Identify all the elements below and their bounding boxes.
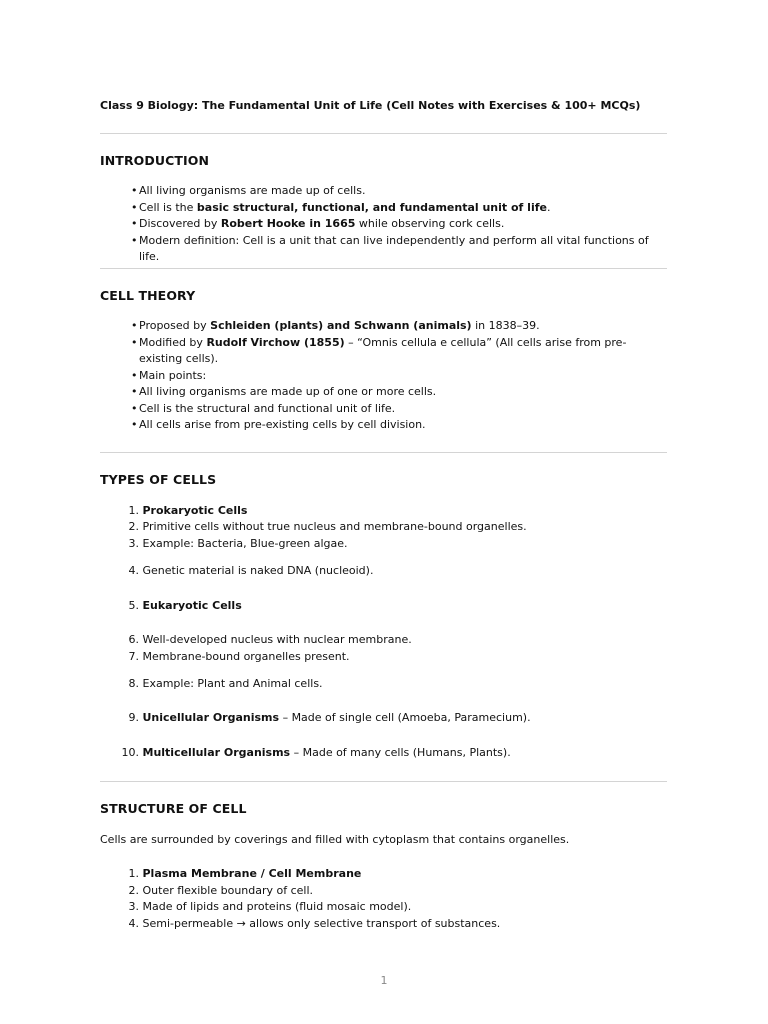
divider xyxy=(100,781,667,782)
list-item: • Discovered by Robert Hooke in 1665 while observing cork cells. xyxy=(131,216,671,233)
section-intro-paragraph: Cells are surrounded by coverings and filled with cytoplasm that contains organelles. xyxy=(100,833,570,846)
list-item: • Main points: xyxy=(131,368,651,385)
list-item: 1. Plasma Membrane / Cell Membrane xyxy=(128,867,362,880)
list-item: 3. Made of lipids and proteins (fluid mosaic model). xyxy=(128,900,412,913)
introduction-list xyxy=(131,183,671,266)
list-item: 1. Prokaryotic Cells xyxy=(128,504,248,517)
list-item: • Cell is the basic structural, functional, and fundamental unit of life. xyxy=(131,200,671,217)
list-item: • All living organisms are made up of cells. xyxy=(131,183,671,200)
list-item: 6. Well-developed nucleus with nuclear membrane. xyxy=(128,633,412,646)
list-item: 9. Unicellular Organisms – Made of single cell (Amoeba, Paramecium). xyxy=(128,711,531,724)
list-item: 5. Eukaryotic Cells xyxy=(128,599,242,612)
list-item: 7. Membrane-bound organelles present. xyxy=(128,650,350,663)
list-item: 3. Example: Bacteria, Blue-green algae. xyxy=(128,537,348,550)
list-item: 2. Primitive cells without true nucleus and membrane-bound organelles. xyxy=(128,520,527,533)
section-heading-types-of-cells: TYPES OF CELLS xyxy=(100,472,217,487)
divider xyxy=(100,452,667,453)
list-item: 8. Example: Plant and Animal cells. xyxy=(128,677,323,690)
divider xyxy=(100,133,667,134)
list-item: • Modified by Rudolf Virchow (1855) – “Omnis cellula e cellula” (All cells arise from pre-existing cells). xyxy=(131,335,651,368)
page-number: 1 xyxy=(380,974,388,987)
list-item: • All living organisms are made up of one or more cells. xyxy=(131,384,651,401)
list-item: • All cells arise from pre-existing cells by cell division. xyxy=(131,417,651,434)
document-title: Class 9 Biology: The Fundamental Unit of Life (Cell Notes with Exercises & 100+ MCQs) xyxy=(100,99,641,112)
list-item: 10. Multicellular Organisms – Made of many cells (Humans, Plants). xyxy=(121,746,511,759)
list-item: • Cell is the structural and functional unit of life. xyxy=(131,401,651,418)
list-item: 4. Genetic material is naked DNA (nucleoid). xyxy=(128,564,374,577)
list-item: • Modern definition: Cell is a unit that can live independently and perform all vital functions of life. xyxy=(131,233,671,266)
list-item: • Proposed by Schleiden (plants) and Schwann (animals) in 1838–39. xyxy=(131,318,651,335)
section-heading-structure-of-cell: STRUCTURE OF CELL xyxy=(100,801,247,816)
list-item: 4. Semi-permeable → allows only selective transport of substances. xyxy=(128,917,501,930)
section-heading-cell-theory: CELL THEORY xyxy=(100,288,196,303)
cell-theory-list xyxy=(131,318,651,434)
divider xyxy=(100,268,667,269)
list-item: 2. Outer flexible boundary of cell. xyxy=(128,884,314,897)
section-heading-introduction: INTRODUCTION xyxy=(100,153,210,168)
